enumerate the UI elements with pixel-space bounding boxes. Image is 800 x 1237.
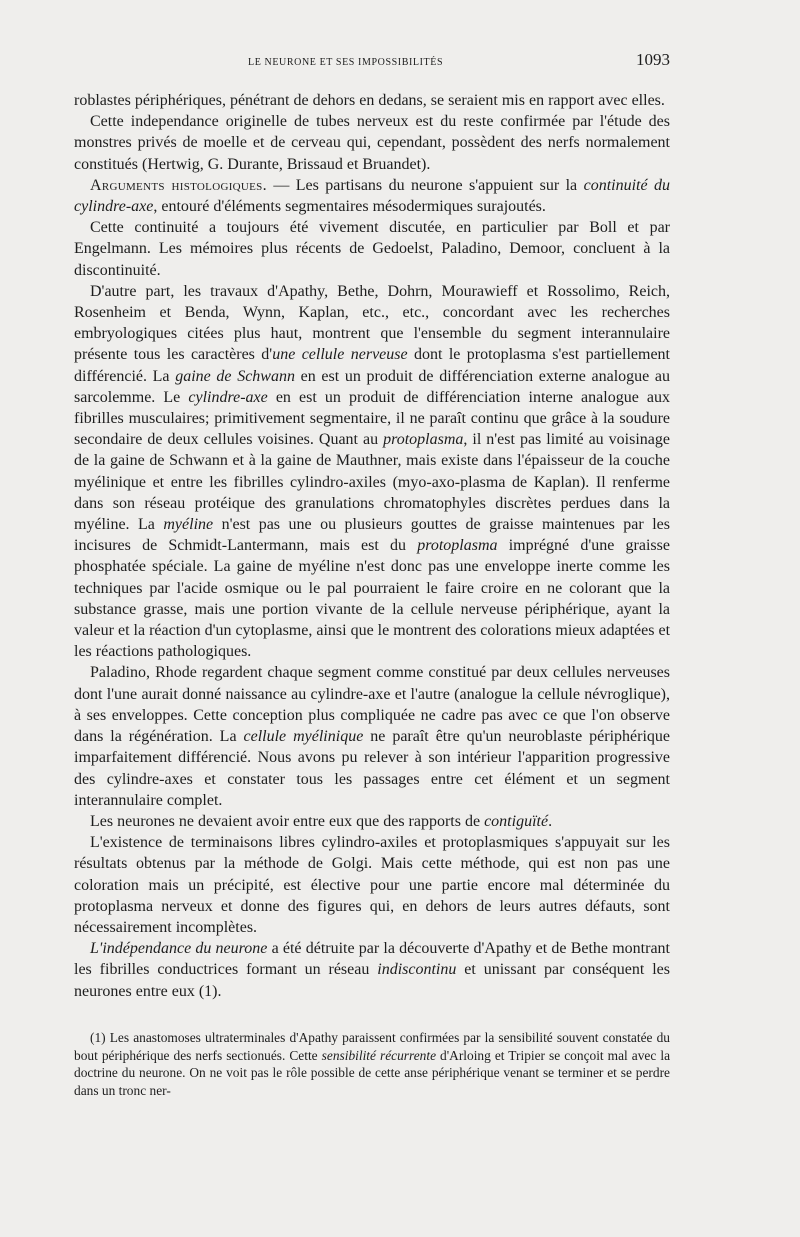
paragraph-9-emphasis-1: L'indépendance du neurone — [90, 940, 268, 958]
paragraph-5-text-f: n'est pas une ou plusieurs gouttes de graisse maintenues par les incisures de Schmidt-Lantermann, mais est du — [74, 516, 670, 555]
paragraph-9-text-b: et unissant par conséquent les neurones entre eux (1). — [74, 961, 671, 1000]
paragraph-5-text-a: D'autre part, les travaux d'Apathy, Bethe, Dohrn, Mourawieff et Rossolimo, Reich, Rosenheim et Benda, Wynn, Kaplan, etc., etc., concordant avec les recherches embryologiques citées plus haut, montrent que l'ensemble du segment interannulaire présente tous les caractères d' — [74, 282, 670, 364]
running-head: LE NEURONE ET SES IMPOSSIBILITÉS — [248, 57, 444, 68]
paragraph-5-text-b: dont le protoplasma s'est partiellement différencié. La — [74, 346, 671, 385]
paragraph-1 — [74, 90, 670, 111]
footnote-text-a: (1) Les anastomoses ultraterminales d'Apathy paraissent confirmées par la sensibilité souvent constatée du bout périphérique des nerfs sectionués. Cette — [74, 1030, 670, 1063]
paragraph-9-text-a: a été détruite par la découverte d'Apathy et de Bethe montrant les fibrilles conductrices formant un réseau — [74, 940, 670, 979]
paragraph-5 — [74, 281, 670, 663]
paragraph-5-emphasis-4: protoplasma — [383, 431, 464, 449]
footnote-text-b: d'Arloing et Tripier se conçoit mal avec la doctrine du neurone. On ne voit pas le rôle possible de cette anse périphérique venant se terminer et se perdre dans un tronc ner- — [74, 1047, 671, 1098]
paragraph-5-text-d: en est un produit de différenciation interne analogue aux fibrilles musculaires; primitivement segmentaire, il ne paraît continu que grâce à la soudure secondaire de deux cellules voisines. Quant au — [74, 388, 670, 449]
paragraph-5-emphasis-5: myéline — [163, 516, 214, 534]
paragraph-6-emphasis: cellule myélinique — [243, 728, 364, 746]
paragraph-7-text-b: . — [548, 812, 553, 830]
page-header — [74, 48, 670, 76]
paragraph-9-emphasis-2: indiscontinu — [377, 961, 457, 979]
paragraph-5-text-g: imprégné d'une graisse phosphatée spéciale. La gaine de myéline n'est donc pas une enveloppe inerte comme les techniques par l'acide osmique ou le pal pourraient le faire croire en ne colorant que la substance grasse, mais une portion vivante de la cellule nerveuse périphérique, ayant la valeur et la réaction d'un cytoplasme, ainsi que le montrent des colorations mieux adaptées et les réactions pathologiques. — [74, 537, 671, 661]
paragraph-1-text: roblastes périphériques, pénétrant de dehors en dedans, se seraient mis en rapport avec elles. — [74, 92, 665, 109]
paragraph-5-emphasis-3: cylindre-axe — [188, 388, 268, 406]
footnote-emphasis: sensibilité récurrente — [321, 1047, 437, 1063]
footnote — [74, 1029, 670, 1099]
paragraph-8-text: L'existence de terminaisons libres cylindro-axiles et protoplasmiques s'appuyait sur les résultats obtenus par la méthode de Golgi. Mais cette méthode, qui est non pas une coloration mais un précipité, est élective pour une partie encore mal déterminée du protoplasma nerveux et donne des figures qui, en dehors de leurs autres défauts, sont nécessairement incomplètes. — [74, 834, 670, 936]
paragraph-6-text-b: ne paraît être qu'un neuroblaste périphérique imparfaitement différencié. Nous avons pu relever à son intérieur l'apparition progressive des cylindre-axes et constater tous les passages entre cet élément et un segment interannulaire complet. — [74, 728, 671, 809]
paragraph-5-emphasis-6: protoplasma — [417, 537, 498, 555]
paragraph-3-text-a: — Les partisans du neurone s'appuient sur la — [266, 176, 584, 194]
paragraph-2-text: Cette independance originelle de tubes nerveux est du reste confirmée par l'étude des monstres privés de moelle et de cerveau qui, cependant, possèdent des nerfs normalement constitués (Hertwig, G. Durante, Brissaud et Bruandet). — [74, 113, 670, 173]
paragraph-6 — [74, 662, 670, 810]
page-number: 1093 — [636, 50, 670, 69]
paragraph-3 — [74, 175, 670, 217]
paragraph-7-text-a: Les neurones ne devaient avoir entre eux que des rapports de — [90, 812, 485, 830]
paragraph-5-text-c: en est un produit de différenciation externe analogue au sarcolemme. Le — [74, 367, 671, 406]
paragraph-2 — [74, 111, 670, 175]
paragraph-3-emphasis: continuité du cylindre-axe — [74, 176, 671, 216]
section-lead: Arguments histologiques. — [90, 176, 267, 194]
paragraph-9 — [74, 938, 670, 1002]
paragraph-7-emphasis: contiguïté — [484, 812, 549, 830]
paragraph-5-text-e: , il n'est pas limité au voisinage de la gaine de Schwann et à la gaine de Mauthner, mais existe dans l'épaisseur de la couche myélinique et entre les fibrilles cylindro-axiles (myo-axo-plasma de Kaplan). Il renferme dans son réseau protéique des granulations chromatophyles discrètes perdues dans la myéline. La — [74, 431, 671, 534]
paragraph-5-emphasis-1: une cellule nerveuse — [272, 346, 408, 364]
paragraph-4 — [74, 217, 670, 281]
paragraph-5-emphasis-2: gaine de Schwann — [175, 367, 295, 385]
body-text — [74, 90, 670, 1002]
paragraph-6-text-a: Paladino, Rhode regardent chaque segment comme constitué par deux cellules nerveuses dont l'une aurait donné naissance au cylindre-axe et l'autre (analogue la cellule névroglique), à ses enveloppes. Cette conception plus compliquée ne cadre pas avec ce que l'on observe dans la régénération. La — [74, 664, 670, 746]
paragraph-3-text-b: , entouré d'éléments segmentaires mésodermiques surajoutés. — [153, 198, 546, 216]
paragraph-7 — [74, 811, 670, 832]
paragraph-4-text: Cette continuité a toujours été vivement discutée, en particulier par Boll et par Engelmann. Les mémoires plus récents de Gedoelst, Paladino, Demoor, concluent à la discontinuité. — [74, 219, 670, 279]
paragraph-8 — [74, 832, 670, 938]
